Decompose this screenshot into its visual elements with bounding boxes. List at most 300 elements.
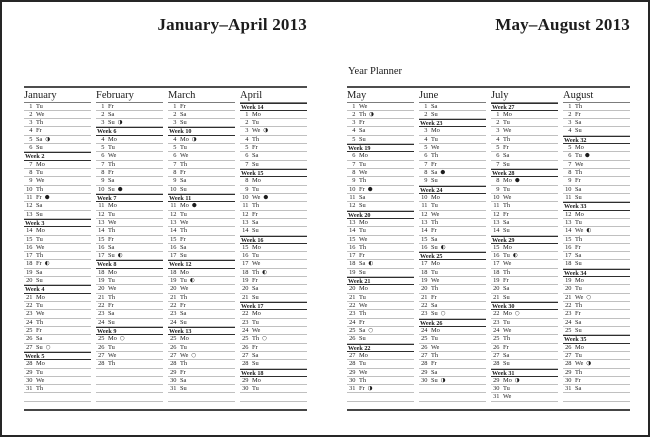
day-row	[24, 302, 91, 310]
weekday-abbrev: Tu	[503, 185, 510, 193]
day-row	[168, 269, 235, 277]
day-number: 28	[565, 360, 572, 368]
day-number: 12	[26, 202, 33, 210]
day-row	[96, 169, 163, 177]
day-row	[347, 294, 414, 302]
day-row	[24, 269, 91, 277]
day-number: 14	[565, 227, 572, 235]
day-number: 5	[173, 144, 177, 152]
day-row	[419, 219, 486, 227]
page-title-left: January–April 2013	[157, 15, 307, 34]
weekday-abbrev: Th	[252, 335, 260, 343]
weekday-abbrev: Sa	[180, 310, 187, 318]
weekday-abbrev: Th	[180, 160, 188, 168]
day-number: 18	[349, 260, 356, 268]
day-row	[168, 369, 235, 377]
day-row	[563, 360, 630, 368]
day-row	[347, 244, 414, 252]
day-number: 19	[170, 277, 177, 285]
day-row	[491, 144, 558, 152]
weekday-abbrev: Su	[252, 293, 259, 301]
day-row	[96, 335, 163, 343]
day-number: 20	[170, 285, 177, 293]
weekday-abbrev: Mo	[252, 110, 261, 118]
day-number: 14	[170, 227, 177, 235]
day-row	[491, 211, 558, 219]
day-number: 11	[493, 202, 500, 210]
full-moon-icon: ○	[45, 344, 51, 351]
weekday-abbrev: Tu	[431, 135, 438, 143]
day-number: 22	[26, 302, 33, 309]
day-row	[347, 302, 414, 310]
day-row	[491, 127, 558, 135]
day-row	[347, 169, 414, 177]
weekday-abbrev: We	[359, 235, 368, 243]
week-number-row: Week 2	[24, 152, 91, 160]
week-number-row: Week 5	[24, 352, 91, 360]
day-number: 1	[101, 102, 105, 110]
day-row	[240, 202, 307, 210]
weekday-abbrev: Mo	[36, 293, 45, 301]
weekday-abbrev: Mo	[108, 202, 117, 210]
full-moon-icon: ○	[586, 294, 592, 301]
weekday-abbrev: Mo	[180, 135, 189, 143]
day-row	[240, 161, 307, 169]
new-moon-icon: ●	[440, 169, 446, 176]
day-row	[491, 327, 558, 335]
last-quarter-moon-icon: ◑	[369, 111, 374, 118]
day-number: 8	[245, 177, 249, 185]
day-row	[240, 252, 307, 260]
week-number-row: Week 27	[491, 103, 558, 111]
weekday-abbrev: Mo	[431, 193, 440, 201]
weekday-abbrev: Th	[359, 177, 367, 185]
weekday-abbrev: Fr	[36, 260, 42, 268]
week-number-row: Week 14	[240, 103, 307, 111]
weekday-abbrev: Mo	[36, 360, 45, 368]
weekday-abbrev: Su	[36, 277, 43, 285]
day-number: 27	[565, 351, 572, 359]
day-number: 17	[26, 252, 33, 260]
week-number-row: Week 34	[563, 269, 630, 277]
weekday-abbrev: Fr	[108, 102, 114, 110]
day-row	[168, 152, 235, 160]
day-number: 7	[101, 160, 105, 168]
weekday-abbrev: Sa	[503, 152, 510, 160]
weekday-abbrev: Tu	[252, 119, 259, 127]
day-number: 3	[101, 119, 105, 127]
weekday-abbrev: Sa	[36, 268, 43, 276]
weekday-abbrev: Mo	[503, 310, 512, 318]
weekday-abbrev: Fr	[180, 368, 186, 376]
day-row	[96, 186, 163, 194]
day-row	[563, 236, 630, 244]
week-number-row: Week 26	[419, 319, 486, 327]
weekday-abbrev: Mo	[108, 135, 117, 143]
weekday-abbrev: Su	[503, 227, 510, 235]
last-quarter-moon-icon: ◑	[514, 377, 520, 384]
weekday-abbrev: Mo	[431, 260, 440, 268]
weekday-abbrev: Mo	[36, 160, 45, 168]
weekday-abbrev: Su	[503, 160, 510, 168]
day-row	[347, 327, 414, 335]
day-row	[563, 377, 630, 385]
weekday-abbrev: We	[180, 152, 189, 160]
week-number-row: Week 22	[347, 344, 414, 352]
day-row	[96, 119, 163, 127]
day-row	[240, 294, 307, 302]
week-number-row: Week 18	[240, 369, 307, 377]
day-number: 21	[170, 293, 177, 301]
full-moon-icon: ○	[368, 327, 374, 334]
weekday-abbrev: Tu	[575, 351, 582, 359]
day-number: 11	[242, 202, 249, 210]
months-grid-left	[24, 88, 307, 402]
day-number: 1	[29, 102, 33, 110]
day-row	[563, 344, 630, 352]
weekday-abbrev: Sa	[359, 193, 366, 201]
weekday-abbrev: We	[431, 210, 440, 218]
day-row	[24, 169, 91, 177]
day-row	[240, 152, 307, 160]
weekday-abbrev: Tu	[252, 185, 259, 193]
day-row	[240, 219, 307, 227]
day-number: 24	[565, 318, 572, 326]
day-row	[347, 360, 414, 368]
weekday-abbrev: We	[36, 310, 45, 318]
day-number: 10	[242, 193, 249, 201]
day-row	[240, 319, 307, 327]
day-number: 17	[493, 260, 500, 268]
day-row	[240, 335, 307, 343]
day-number: 21	[98, 293, 105, 301]
weekday-abbrev: Th	[252, 268, 260, 276]
weekday-abbrev: Fr	[252, 277, 258, 285]
day-row	[563, 169, 630, 177]
day-number: 31	[26, 385, 33, 393]
week-number-row: Week 17	[240, 302, 307, 310]
day-row	[24, 319, 91, 327]
day-row	[347, 136, 414, 144]
day-number: 13	[493, 218, 500, 226]
day-number: 9	[568, 177, 572, 185]
weekday-abbrev: Tu	[503, 318, 510, 326]
day-number: 5	[568, 144, 572, 152]
day-number: 31	[170, 385, 177, 393]
day-number: 30	[349, 376, 356, 384]
weekday-abbrev: Fr	[503, 343, 509, 351]
day-row	[168, 252, 235, 260]
weekday-abbrev: Fr	[36, 193, 42, 201]
blank-row	[563, 393, 630, 401]
day-number: 25	[170, 335, 177, 343]
week-number-row: Week 30	[491, 302, 558, 310]
day-row	[240, 310, 307, 318]
weekday-abbrev: Th	[359, 110, 367, 118]
day-number: 26	[98, 343, 105, 351]
day-row	[24, 369, 91, 377]
day-row	[168, 319, 235, 327]
weekday-abbrev: Th	[108, 160, 116, 168]
weekday-abbrev: Su	[252, 160, 259, 168]
day-number: 7	[496, 160, 500, 168]
day-number: 25	[421, 335, 428, 343]
weekday-abbrev: Sa	[108, 243, 115, 251]
weekday-abbrev: Su	[359, 135, 366, 143]
weekday-abbrev: Mo	[503, 110, 512, 118]
month-name: June	[419, 88, 486, 103]
day-row	[491, 186, 558, 194]
day-number: 2	[245, 119, 249, 127]
day-row	[347, 260, 414, 268]
day-number: 29	[242, 376, 249, 384]
day-row	[419, 310, 486, 318]
day-row	[24, 344, 91, 352]
weekday-abbrev: Sa	[36, 335, 43, 343]
day-number: 14	[349, 227, 356, 235]
blank-row	[96, 393, 163, 401]
weekday-abbrev: We	[252, 326, 261, 334]
day-number: 10	[170, 185, 177, 193]
day-number: 12	[493, 210, 500, 218]
day-row	[168, 211, 235, 219]
day-number: 22	[421, 302, 428, 309]
day-row	[419, 161, 486, 169]
day-number: 5	[29, 135, 33, 143]
blank-row	[240, 393, 307, 401]
day-number: 4	[101, 135, 105, 143]
day-row	[419, 352, 486, 360]
day-number: 11	[26, 193, 33, 201]
day-row	[491, 335, 558, 343]
weekday-abbrev: Tu	[36, 169, 43, 176]
day-number: 20	[242, 285, 249, 293]
day-number: 6	[29, 144, 33, 152]
weekday-abbrev: Su	[575, 326, 582, 334]
day-number: 6	[245, 152, 249, 160]
week-number-row: Week 28	[491, 169, 558, 177]
day-number: 2	[101, 110, 105, 118]
blank-row	[347, 393, 414, 401]
day-number: 18	[26, 260, 33, 268]
day-number: 15	[565, 235, 572, 243]
weekday-abbrev: Mo	[359, 218, 368, 226]
weekday-abbrev: Tu	[180, 210, 187, 218]
month-name: August	[563, 88, 630, 103]
day-number: 15	[242, 243, 249, 251]
weekday-abbrev: Tu	[575, 285, 582, 293]
day-row	[24, 144, 91, 152]
day-number: 14	[26, 227, 33, 235]
weekday-abbrev: Fr	[575, 310, 581, 318]
full-moon-icon: ○	[191, 352, 197, 359]
weekday-abbrev: We	[431, 277, 440, 285]
weekday-abbrev: Mo	[431, 326, 440, 334]
weekday-abbrev: Mo	[431, 127, 440, 135]
weekday-abbrev: Th	[36, 385, 44, 393]
day-row	[419, 294, 486, 302]
day-number: 17	[170, 252, 177, 260]
week-number-row: Week 29	[491, 236, 558, 244]
month-name: April	[240, 88, 307, 103]
weekday-abbrev: Tu	[503, 385, 510, 393]
day-number: 9	[245, 185, 249, 193]
day-row	[563, 111, 630, 119]
weekday-abbrev: Fr	[108, 169, 114, 176]
weekday-abbrev: Mo	[575, 144, 584, 152]
weekday-abbrev: Sa	[359, 326, 366, 334]
day-number: 20	[98, 285, 105, 293]
weekday-abbrev: Mo	[108, 335, 117, 343]
day-number: 11	[98, 202, 105, 210]
weekday-abbrev: Th	[36, 119, 44, 127]
day-number: 19	[26, 268, 33, 276]
day-row	[491, 177, 558, 185]
weekday-abbrev: Tu	[503, 119, 510, 127]
day-number: 11	[349, 193, 356, 201]
week-number-row: Week 21	[347, 277, 414, 285]
day-number: 3	[29, 119, 33, 127]
weekday-abbrev: Su	[180, 119, 187, 127]
week-number-row: Week 15	[240, 169, 307, 177]
weekday-abbrev: Fr	[575, 376, 581, 384]
day-row	[347, 319, 414, 327]
day-number: 27	[349, 351, 356, 359]
weekday-abbrev: Sa	[431, 102, 438, 110]
day-row	[491, 277, 558, 285]
weekday-abbrev: Fr	[252, 144, 258, 152]
weekday-abbrev: Su	[252, 360, 259, 368]
weekday-abbrev: Sa	[575, 385, 582, 393]
day-row	[347, 161, 414, 169]
week-number-row: Week 33	[563, 202, 630, 210]
weekday-abbrev: We	[575, 293, 584, 301]
day-number: 17	[349, 252, 356, 260]
week-number-row: Week 11	[168, 194, 235, 202]
day-number: 22	[349, 302, 356, 309]
day-row	[168, 377, 235, 385]
day-row	[24, 211, 91, 219]
day-number: 25	[493, 335, 500, 343]
day-number: 8	[496, 177, 500, 185]
day-row	[563, 152, 630, 160]
day-number: 19	[98, 277, 105, 285]
day-row	[96, 344, 163, 352]
day-number: 20	[349, 285, 356, 293]
day-row	[347, 219, 414, 227]
weekday-abbrev: Sa	[575, 252, 582, 260]
day-row	[96, 161, 163, 169]
blank-row	[24, 393, 91, 401]
day-number: 13	[349, 218, 356, 226]
weekday-abbrev: Su	[575, 260, 582, 268]
day-number: 9	[352, 177, 356, 185]
week-number-row: Week 12	[168, 260, 235, 268]
day-row	[419, 344, 486, 352]
weekday-abbrev: Fr	[359, 119, 365, 127]
weekday-abbrev: Sa	[252, 218, 259, 226]
day-row	[96, 319, 163, 327]
weekday-abbrev: Tu	[431, 268, 438, 276]
weekday-abbrev: Sa	[431, 368, 438, 376]
day-row	[347, 152, 414, 160]
day-row	[419, 236, 486, 244]
day-row	[347, 269, 414, 277]
weekday-abbrev: We	[180, 285, 189, 293]
day-row	[491, 244, 558, 252]
day-number: 22	[242, 310, 249, 318]
day-number: 26	[170, 343, 177, 351]
day-number: 31	[493, 393, 500, 401]
day-row	[168, 352, 235, 360]
day-number: 20	[26, 277, 33, 285]
day-number: 5	[352, 135, 356, 143]
weekday-abbrev: Fr	[108, 235, 114, 243]
day-number: 16	[349, 243, 356, 251]
weekday-abbrev: Th	[108, 360, 116, 368]
day-row	[419, 327, 486, 335]
day-row	[563, 327, 630, 335]
day-row	[419, 144, 486, 152]
month-name: January	[24, 88, 91, 103]
day-row	[419, 285, 486, 293]
weekday-abbrev: Su	[431, 310, 438, 318]
weekday-abbrev: Tu	[252, 318, 259, 326]
day-number: 2	[29, 110, 33, 118]
day-number: 18	[493, 268, 500, 276]
day-row	[168, 227, 235, 235]
day-row	[96, 352, 163, 360]
day-number: 16	[493, 252, 500, 260]
day-row	[96, 252, 163, 260]
day-row	[96, 360, 163, 368]
day-number: 22	[565, 302, 572, 309]
day-row	[491, 344, 558, 352]
day-number: 7	[245, 160, 249, 168]
week-number-row: Week 31	[491, 369, 558, 377]
weekday-abbrev: Mo	[180, 268, 189, 276]
day-number: 7	[568, 160, 572, 168]
weekday-abbrev: Tu	[36, 368, 43, 376]
day-number: 19	[242, 277, 249, 285]
day-number: 29	[349, 368, 356, 376]
last-quarter-moon-icon: ◑	[586, 360, 592, 367]
weekday-abbrev: Sa	[252, 351, 259, 359]
weekday-abbrev: We	[359, 169, 368, 176]
weekday-abbrev: Tu	[36, 302, 43, 309]
weekday-abbrev: Sa	[180, 110, 187, 118]
day-number: 27	[170, 351, 177, 359]
weekday-abbrev: We	[252, 260, 261, 268]
day-number: 2	[352, 110, 356, 118]
day-number: 25	[26, 326, 33, 334]
week-number-row: Week 3	[24, 219, 91, 227]
weekday-abbrev: Sa	[180, 243, 187, 251]
blank-row	[96, 377, 163, 385]
weekday-abbrev: Mo	[252, 310, 261, 318]
day-number: 23	[493, 318, 500, 326]
day-row	[240, 344, 307, 352]
weekday-abbrev: Tu	[575, 218, 582, 226]
weekday-abbrev: Sa	[575, 318, 582, 326]
day-row	[240, 385, 307, 393]
day-row	[419, 103, 486, 111]
day-row	[24, 277, 91, 285]
week-number-row: Week 35	[563, 335, 630, 343]
day-row	[491, 310, 558, 318]
day-row	[24, 103, 91, 111]
week-number-row: Week 13	[168, 327, 235, 335]
